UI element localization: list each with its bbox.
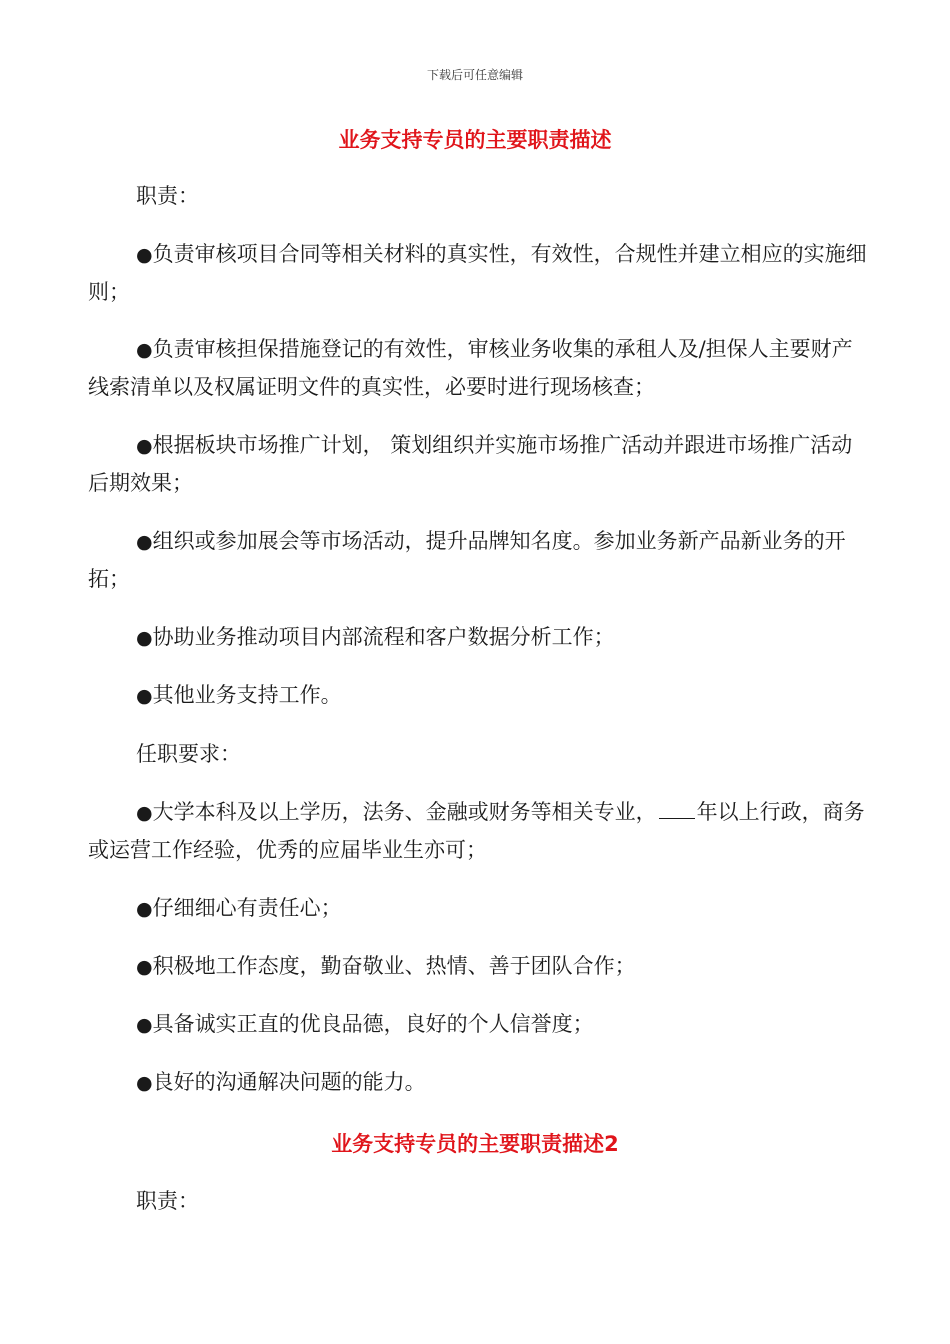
bullet-icon: ● [136, 531, 153, 553]
bullet-icon: ● [136, 956, 153, 978]
bullet-icon: ● [136, 627, 153, 649]
duty-item: ●负责审核担保措施登记的有效性，审核业务收集的承租人及/担保人主要财产线索清单以及权属证明文件的真实性，必要时进行现场核查； [88, 337, 853, 399]
bullet-icon: ● [136, 1014, 153, 1036]
duty-item: ●根据板块市场推广计划， 策划组织并实施市场推广活动并跟进市场推广活动后期效果； [88, 433, 853, 495]
duty-item: ●组织或参加展会等市场活动，提升品牌知名度。参加业务新产品新业务的开拓； [88, 529, 846, 591]
duties-label: 职责： [136, 184, 199, 208]
bullet-icon: ● [136, 244, 153, 266]
bullet-icon: ● [136, 802, 153, 824]
header-note: 下载后可任意编辑 [426, 68, 523, 82]
bullet-icon: ● [136, 1072, 153, 1094]
bullet-icon: ● [136, 435, 153, 457]
blank-line [659, 800, 695, 819]
bullet-icon: ● [136, 898, 153, 920]
bullet-icon: ● [136, 685, 153, 707]
requirements-label: 任职要求： [136, 742, 241, 766]
duty-item: ●协助业务推动项目内部流程和客户数据分析工作； [136, 625, 615, 649]
requirement-item: ●积极地工作态度，勤奋敬业、热情、善于团队合作； [136, 954, 636, 978]
duty-item: ●负责审核项目合同等相关材料的真实性，有效性，合规性并建立相应的实施细则； [88, 242, 867, 304]
requirement-item: ●具备诚实正直的优良品德，良好的个人信誉度； [136, 1012, 594, 1036]
section-title-1: 业务支持专员的主要职责描述 [338, 128, 612, 152]
requirement-item: ●大学本科及以上学历，法务、金融或财务等相关专业， 年以上行政，商务或运营工作经验，优秀的应届毕业生亦可； [88, 800, 865, 862]
bullet-icon: ● [136, 339, 153, 361]
duty-item: ●其他业务支持工作。 [136, 683, 342, 707]
duties-label: 职责： [136, 1189, 199, 1213]
section-title-2: 业务支持专员的主要职责描述2 [331, 1132, 619, 1156]
requirement-item: ●仔细细心有责任心； [136, 896, 342, 920]
requirement-item: ●良好的沟通解决问题的能力。 [136, 1070, 426, 1094]
